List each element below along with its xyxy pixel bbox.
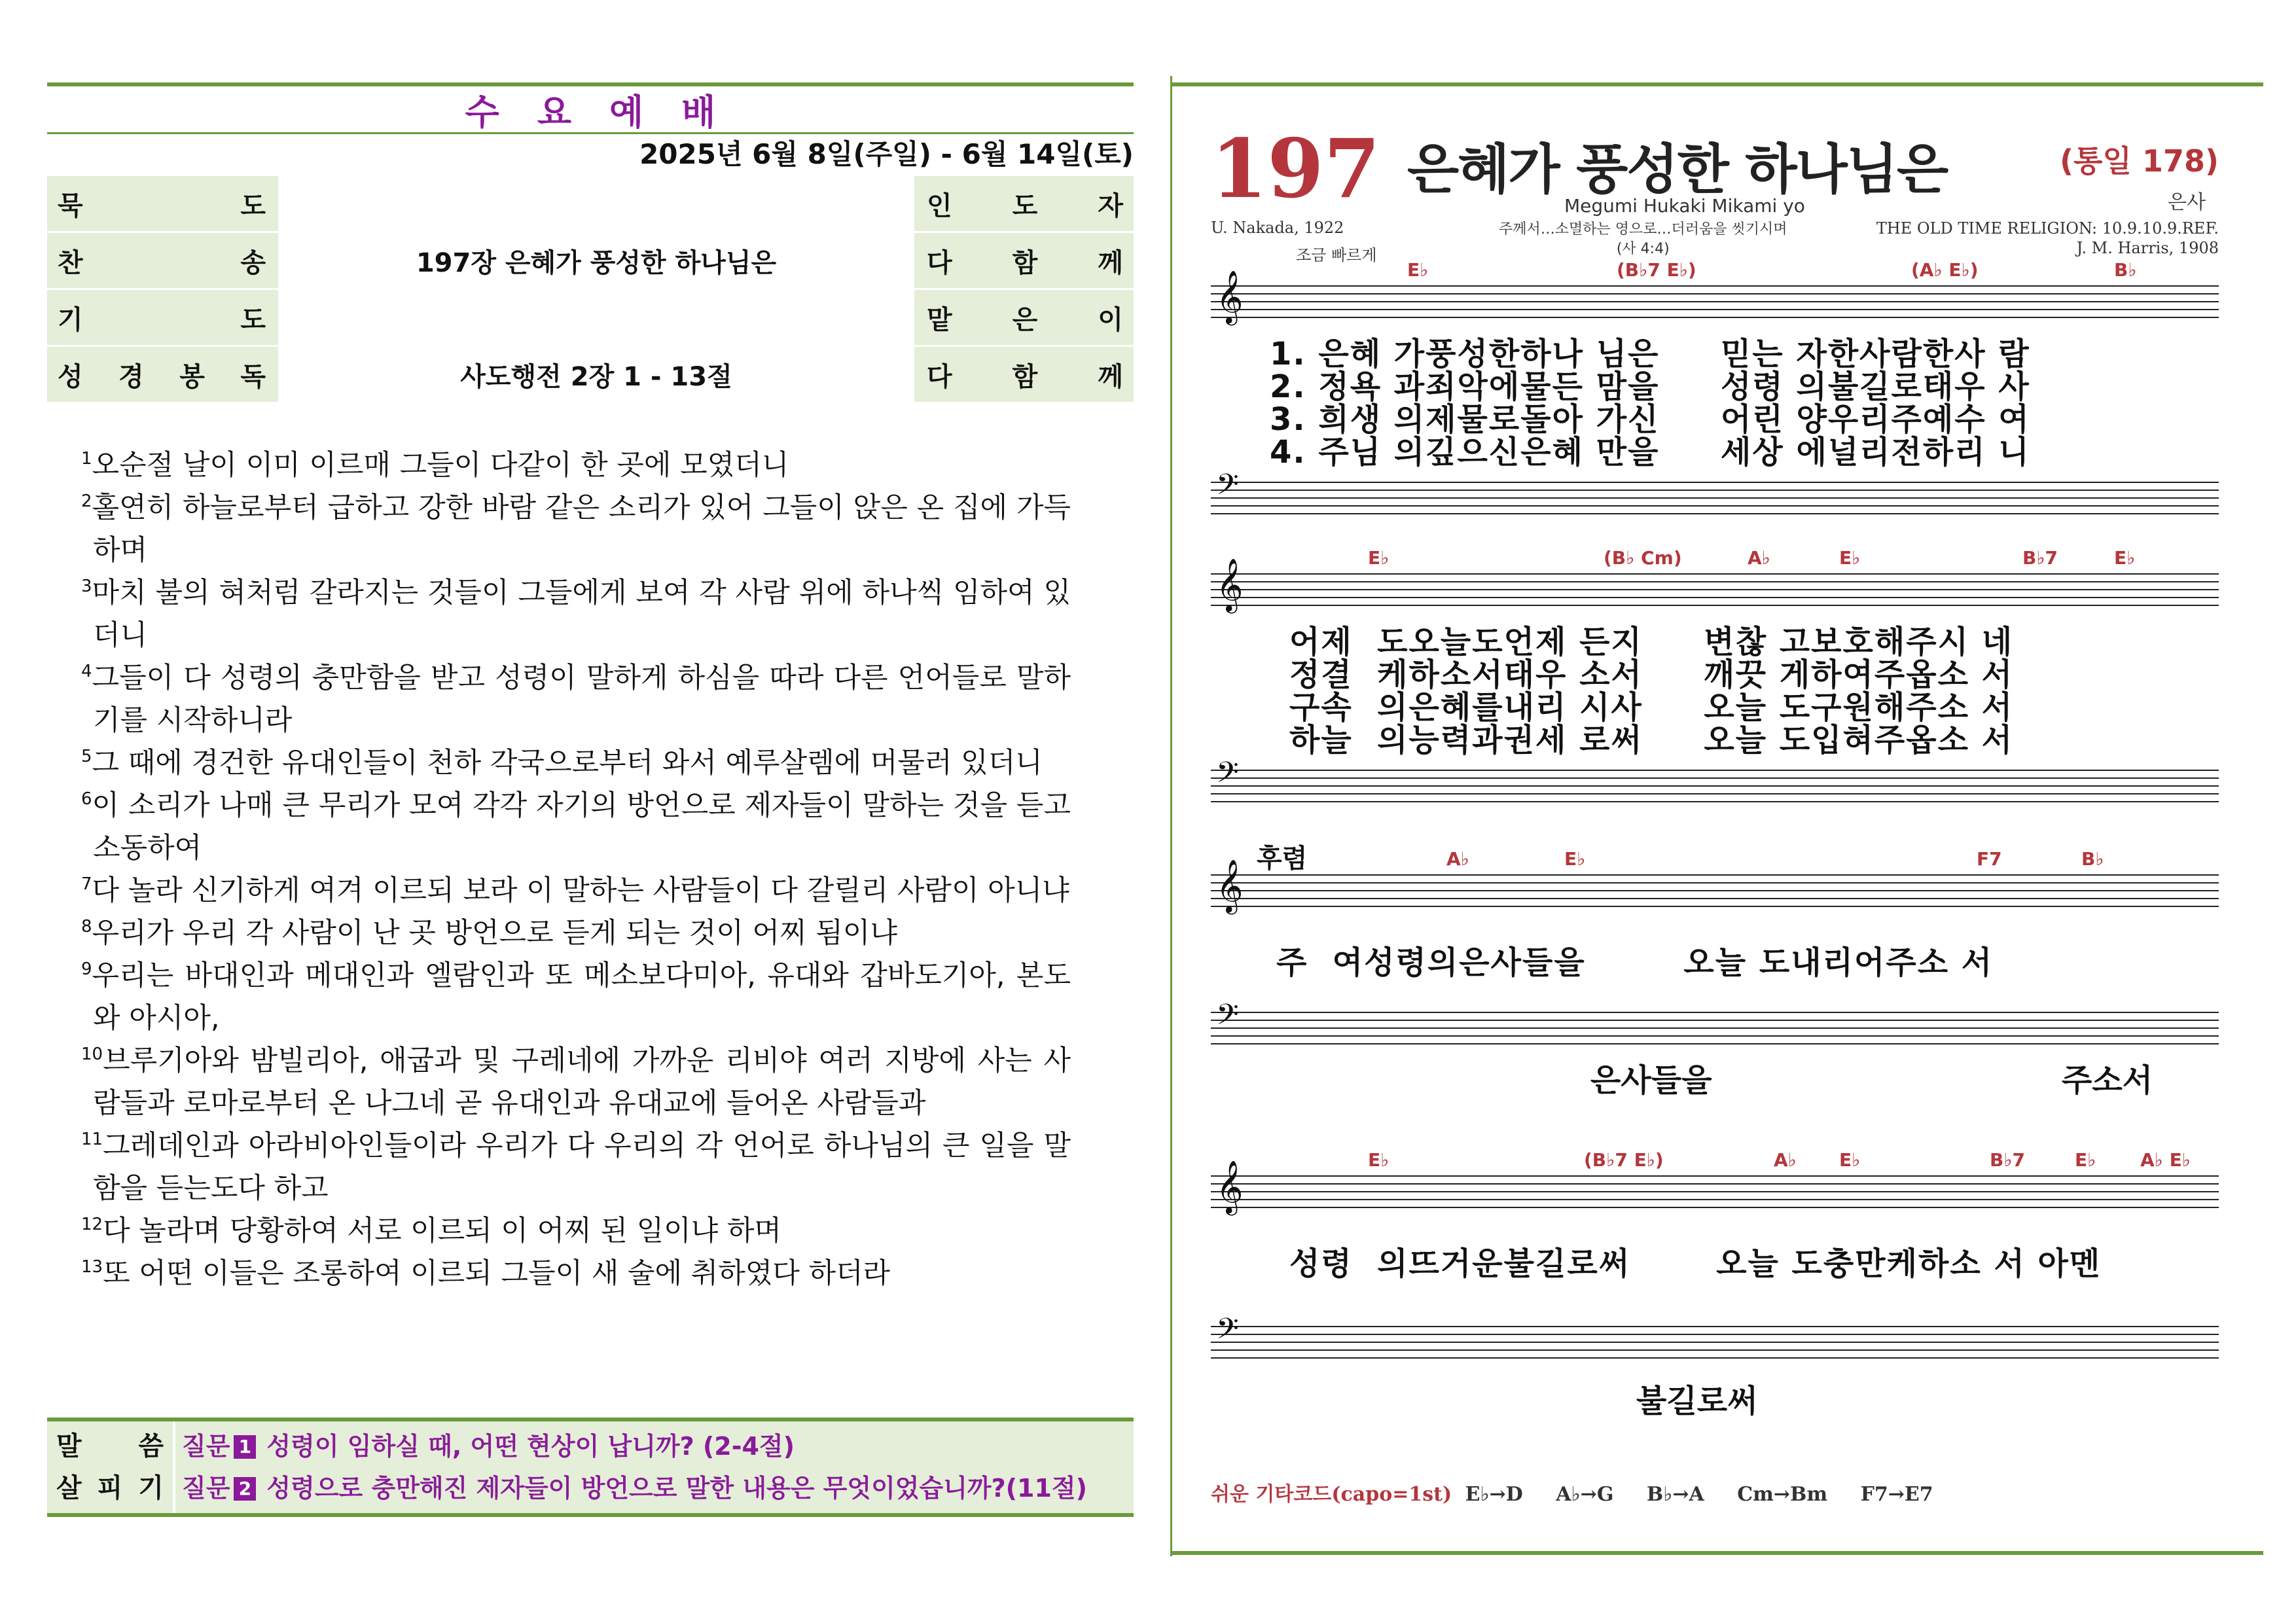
guitar-chord: B♭→A bbox=[1646, 1483, 1704, 1506]
hymn-tune-composer: J. M. Harris, 1908 bbox=[2076, 239, 2219, 257]
scripture-verse bbox=[81, 657, 1071, 742]
questions-box bbox=[47, 1418, 1134, 1517]
order-row bbox=[47, 346, 1134, 403]
order-label bbox=[47, 346, 278, 403]
lyrics-block bbox=[1289, 626, 2013, 757]
order-label bbox=[47, 176, 278, 232]
lyric-line: 2. 정욕 과죄악에물든 맘을 성령 의불길로태우 사 bbox=[1270, 368, 2030, 405]
label-char: 살 bbox=[56, 1473, 82, 1503]
chord-label: E♭ bbox=[1564, 848, 1586, 870]
chord-label: A♭ E♭ bbox=[2140, 1149, 2191, 1171]
order-table bbox=[47, 176, 1134, 404]
label-char: 기 bbox=[138, 1473, 164, 1503]
label-char: 께 bbox=[1098, 247, 1123, 278]
label-char: 다 bbox=[927, 247, 952, 278]
label-char: 봉 bbox=[179, 361, 205, 392]
order-role bbox=[916, 346, 1134, 403]
order-value bbox=[278, 176, 916, 232]
order-role-text bbox=[927, 185, 1123, 223]
scripture-verse bbox=[81, 1253, 1071, 1295]
verse-number: 3 bbox=[81, 577, 92, 596]
label-char: 독 bbox=[240, 361, 266, 392]
chord-label: (B♭7 E♭) bbox=[1584, 1149, 1664, 1171]
verse-text: 다 놀라 신기하게 여겨 이르되 보라 이 말하는 사람들이 다 갈릴리 사람이 아니냐 bbox=[92, 874, 1069, 907]
label-char: 성 bbox=[58, 361, 83, 392]
lower-lyric: 불길로써 bbox=[1636, 1383, 1758, 1419]
verse-number: 2 bbox=[81, 491, 92, 511]
order-value: 사도행전 2장 1 - 13절 bbox=[278, 346, 916, 403]
hymn-tune bbox=[1876, 219, 2219, 258]
verse-text: 오순절 날이 이미 이르매 그들이 다같이 한 곳에 모였더니 bbox=[92, 449, 789, 482]
verse-text: 우리는 바대인과 메대인과 엘람인과 또 메소보다미아, 유대와 갑바도기아, 본도와 아시아, bbox=[92, 959, 1071, 1035]
label-char: 피 bbox=[97, 1473, 123, 1503]
chord-label: A♭ bbox=[1774, 1149, 1797, 1171]
guitar-chord: E♭→D bbox=[1465, 1483, 1523, 1506]
label-char: 함 bbox=[1012, 247, 1038, 278]
chord-label: B♭ bbox=[2081, 848, 2104, 870]
lyric-line: 정결 케하소서태우 소서 깨끗 게하여주옵소 서 bbox=[1289, 656, 2014, 693]
order-role bbox=[916, 232, 1134, 289]
verse-text: 이 소리가 나매 큰 무리가 모여 각각 자기의 방언으로 제자들이 말하는 것을 듣고 소동하여 bbox=[92, 789, 1071, 865]
verse-number: 1 bbox=[81, 449, 92, 469]
guitar-label: 쉬운 기타코드(capo=1st) bbox=[1211, 1483, 1452, 1506]
treble-clef-icon: 𝄞 bbox=[1216, 1160, 1244, 1213]
label-char: 도 bbox=[240, 190, 266, 221]
order-label bbox=[47, 232, 278, 289]
chord-label: B♭7 bbox=[2022, 547, 2058, 569]
treble-staff bbox=[1211, 285, 2219, 318]
hymn-verse-ref-line: (사 4:4) bbox=[1616, 241, 1670, 257]
lyric-line: 하늘 의능력과권세 로써 오늘 도입혀주옵소 서 bbox=[1289, 722, 2014, 758]
hymn-verse-ref-line: 주께서…소멸하는 영으로…더러움을 씻기시며 bbox=[1499, 221, 1787, 238]
lyric-line: 구속 의은혜를내리 시사 오늘 도구원해주소 서 bbox=[1289, 689, 2014, 726]
verse-number: 8 bbox=[81, 917, 92, 936]
verse-text: 홀연히 하늘로부터 급하고 강한 바람 같은 소리가 있어 그들이 앉은 온 집에 가득하며 bbox=[92, 491, 1071, 567]
scripture-verse bbox=[81, 785, 1071, 870]
chord-label: A♭ bbox=[1446, 848, 1469, 870]
order-row bbox=[47, 289, 1134, 346]
hymn-panel bbox=[1172, 82, 2263, 1564]
verse-text: 또 어떤 이들은 조롱하여 이르되 그들이 새 술에 취하였다 하더라 bbox=[103, 1257, 891, 1290]
lower-lyric: 은사들을 bbox=[1590, 1062, 1712, 1099]
verse-number: 7 bbox=[81, 874, 92, 894]
label-char: 께 bbox=[1098, 361, 1123, 392]
label-char: 은 bbox=[1012, 304, 1038, 335]
chord-label: B♭7 bbox=[1990, 1149, 2026, 1171]
verse-text: 그레데인과 아라비아인들이라 우리가 다 우리의 각 언어로 하나님의 큰 일을 말함을 듣는도다 하고 bbox=[93, 1130, 1071, 1205]
lyric-line: 성령 의뜨거운불길로써 오늘 도충만케하소 서 아멘 bbox=[1289, 1245, 2102, 1282]
chord-label: A♭ bbox=[1748, 547, 1770, 569]
label-char: 찬 bbox=[58, 247, 83, 278]
verse-number: 5 bbox=[81, 747, 92, 766]
label-char: 말 bbox=[56, 1431, 82, 1461]
treble-staff bbox=[1211, 874, 2219, 907]
label-char: 함 bbox=[1012, 361, 1038, 392]
lyrics-block bbox=[1276, 946, 1993, 979]
bass-clef-icon: 𝄢 bbox=[1216, 1311, 1239, 1353]
hymn-tune-name: THE OLD TIME RELIGION: 10.9.10.9.REF. bbox=[1876, 219, 2219, 238]
chord-label: E♭ bbox=[1368, 547, 1390, 569]
chord-label: F7 bbox=[1977, 848, 2002, 870]
order-role-text bbox=[927, 242, 1123, 279]
question-number-badge: 2 bbox=[234, 1477, 256, 1501]
chord-label: E♭ bbox=[1368, 1149, 1390, 1171]
music-system bbox=[1211, 844, 2219, 1123]
question-prefix: 질문 bbox=[182, 1432, 230, 1461]
treble-clef-icon: 𝄞 bbox=[1216, 270, 1244, 323]
label-char: 경 bbox=[118, 361, 144, 392]
scripture-verse bbox=[81, 487, 1071, 572]
verse-text: 그들이 다 성령의 충만함을 받고 성령이 말하게 하심을 따라 다른 언어들로 말하기를 시작하니라 bbox=[92, 662, 1071, 737]
order-label-text bbox=[58, 356, 266, 393]
verse-number: 11 bbox=[81, 1130, 103, 1149]
order-role bbox=[916, 176, 1134, 232]
question-1 bbox=[182, 1425, 1134, 1467]
scripture-verse bbox=[81, 742, 1071, 785]
treble-staff bbox=[1211, 1175, 2219, 1208]
bass-clef-icon: 𝄢 bbox=[1216, 997, 1239, 1039]
lyric-line: 어제 도오늘도언제 든지 변찮 고보호해주시 네 bbox=[1289, 624, 2014, 660]
question-text: 성령이 임하실 때, 어떤 현상이 납니까? (2-4절) bbox=[266, 1432, 795, 1461]
treble-clef-icon: 𝄞 bbox=[1216, 558, 1244, 611]
label-char: 송 bbox=[240, 247, 266, 278]
label-char: 이 bbox=[1098, 304, 1123, 335]
order-role-text bbox=[927, 299, 1123, 336]
chord-label: (A♭ E♭) bbox=[1911, 259, 1979, 281]
lower-lyric: 주소서 bbox=[2062, 1062, 2153, 1099]
question-number-badge: 1 bbox=[234, 1435, 256, 1459]
questions-label-line1 bbox=[56, 1425, 173, 1467]
bass-staff bbox=[1211, 482, 2219, 514]
guitar-chord: Cm→Bm bbox=[1737, 1483, 1828, 1506]
verse-text: 브루기아와 밤빌리아, 애굽과 및 구레네에 가까운 리비야 여러 지방에 사는 사람들과 로마로부터 온 나그네 곧 유대인과 유대교에 들어온 사람들과 bbox=[93, 1044, 1071, 1120]
label-char: 도 bbox=[240, 304, 266, 335]
lyric-line: 4. 주님 의깊으신은혜 만을 세상 에널리전하리 니 bbox=[1270, 434, 2030, 471]
question-text: 성령으로 충만해진 제자들이 방언으로 말한 내용은 무엇이었습니까?(11절) bbox=[266, 1474, 1087, 1503]
order-row bbox=[47, 176, 1134, 232]
verse-text: 우리가 우리 각 사람이 난 곳 방언으로 듣게 되는 것이 어찌 됨이냐 bbox=[92, 917, 897, 950]
service-title: 수요예배 bbox=[465, 91, 754, 133]
verse-number: 13 bbox=[81, 1257, 103, 1277]
bass-clef-icon: 𝄢 bbox=[1216, 467, 1239, 508]
hymn-title: 은혜가 풍성한 하나님은 bbox=[1407, 139, 1948, 201]
music-system bbox=[1211, 547, 2219, 822]
chord-label: E♭ bbox=[1407, 259, 1429, 281]
verse-number: 12 bbox=[81, 1215, 103, 1234]
lyrics-block bbox=[1289, 1247, 2101, 1280]
verse-number: 4 bbox=[81, 662, 92, 681]
order-label-text bbox=[58, 299, 266, 336]
lyrics-block bbox=[1270, 338, 2030, 469]
refrain-label: 후렴 bbox=[1257, 844, 1308, 874]
scripture-verse bbox=[81, 444, 1071, 487]
bass-staff bbox=[1211, 1012, 2219, 1044]
question-2 bbox=[182, 1467, 1134, 1509]
lyric-line: 1. 은혜 가풍성한하나 님은 믿는 자한사람한사 람 bbox=[1270, 336, 2030, 372]
lyric-line: 주 여성령의은사들을 오늘 도내리어주소 서 bbox=[1276, 944, 1994, 981]
scripture-verse bbox=[81, 955, 1071, 1040]
treble-staff bbox=[1211, 573, 2219, 606]
chord-label: E♭ bbox=[1839, 547, 1861, 569]
chord-label: (B♭7 E♭) bbox=[1617, 259, 1696, 281]
scripture-verse bbox=[81, 912, 1071, 955]
order-value: 197장 은혜가 풍성한 하나님은 bbox=[278, 232, 916, 289]
verse-number: 10 bbox=[81, 1044, 103, 1064]
questions-label bbox=[47, 1421, 175, 1513]
order-role-text bbox=[927, 356, 1123, 393]
chord-label: (B♭ Cm) bbox=[1604, 547, 1682, 569]
hymn-number: 197 bbox=[1211, 122, 1380, 217]
questions-list bbox=[175, 1421, 1134, 1513]
label-char: 인 bbox=[927, 190, 952, 221]
verse-number: 9 bbox=[81, 959, 92, 979]
guitar-chord: F7→E7 bbox=[1860, 1483, 1933, 1506]
order-role bbox=[916, 289, 1134, 346]
hymn-verse-ref bbox=[1499, 220, 1787, 259]
lyric-line: 3. 희생 의제물로돌아 가신 어린 양우리주예수 여 bbox=[1270, 401, 2030, 438]
label-char: 도 bbox=[1012, 190, 1038, 221]
label-char: 자 bbox=[1098, 190, 1123, 221]
scripture-verse bbox=[81, 870, 1071, 912]
questions-label-line2 bbox=[56, 1467, 173, 1509]
order-label-text bbox=[58, 185, 266, 223]
chord-label: B♭ bbox=[2114, 259, 2137, 281]
guitar-chords bbox=[1211, 1478, 1933, 1507]
worship-order-panel bbox=[47, 82, 1134, 1295]
scripture-verse bbox=[81, 1040, 1071, 1125]
hymn-tempo: 조금 빠르게 bbox=[1296, 246, 1377, 264]
scripture-passage bbox=[47, 444, 1134, 1295]
chord-label: E♭ bbox=[2075, 1149, 2096, 1171]
scripture-verse bbox=[81, 1125, 1071, 1210]
label-char: 맡 bbox=[927, 304, 952, 335]
scripture-verse bbox=[81, 572, 1071, 657]
label-char: 묵 bbox=[58, 190, 83, 221]
questions-section bbox=[47, 1418, 1134, 1517]
order-label-text bbox=[58, 242, 266, 279]
bass-staff bbox=[1211, 1326, 2219, 1359]
scripture-verse bbox=[81, 1210, 1071, 1253]
hymn-category: 은사 bbox=[2168, 191, 2206, 214]
hymn-composer: U. Nakada, 1922 bbox=[1211, 219, 1344, 237]
music-system bbox=[1211, 259, 2219, 534]
verse-text: 그 때에 경건한 유대인들이 천하 각국으로부터 와서 예루살렘에 머물러 있더니 bbox=[92, 747, 1043, 779]
music-system bbox=[1211, 1149, 2219, 1450]
hymn-subtitle: Megumi Hukaki Mikami yo bbox=[1564, 195, 1805, 217]
bass-staff bbox=[1211, 770, 2219, 802]
order-value bbox=[278, 289, 916, 346]
chord-label: E♭ bbox=[2114, 547, 2136, 569]
service-date: 2025년 6월 8일(주일) - 6월 14일(토) bbox=[639, 138, 1134, 170]
label-char: 기 bbox=[58, 304, 83, 335]
order-row bbox=[47, 232, 1134, 289]
label-char: 씀 bbox=[138, 1431, 164, 1461]
verse-text: 다 놀라며 당황하여 서로 이르되 이 어찌 된 일이냐 하며 bbox=[103, 1215, 781, 1247]
verse-text: 마치 불의 혀처럼 갈라지는 것들이 그들에게 보여 각 사람 위에 하나씩 임하여 있더니 bbox=[92, 577, 1071, 652]
treble-clef-icon: 𝄞 bbox=[1216, 859, 1244, 912]
chord-label: E♭ bbox=[1839, 1149, 1861, 1171]
label-char: 다 bbox=[927, 361, 952, 392]
order-label bbox=[47, 289, 278, 346]
guitar-chord: A♭→G bbox=[1556, 1483, 1614, 1506]
hymn-bottom-rule bbox=[1172, 1551, 2263, 1555]
hymn-unified-number: (통일 178) bbox=[2060, 143, 2219, 179]
bass-clef-icon: 𝄢 bbox=[1216, 755, 1239, 796]
hymn-top-rule bbox=[1172, 82, 2263, 86]
verse-number: 6 bbox=[81, 789, 92, 809]
question-prefix: 질문 bbox=[182, 1474, 230, 1503]
